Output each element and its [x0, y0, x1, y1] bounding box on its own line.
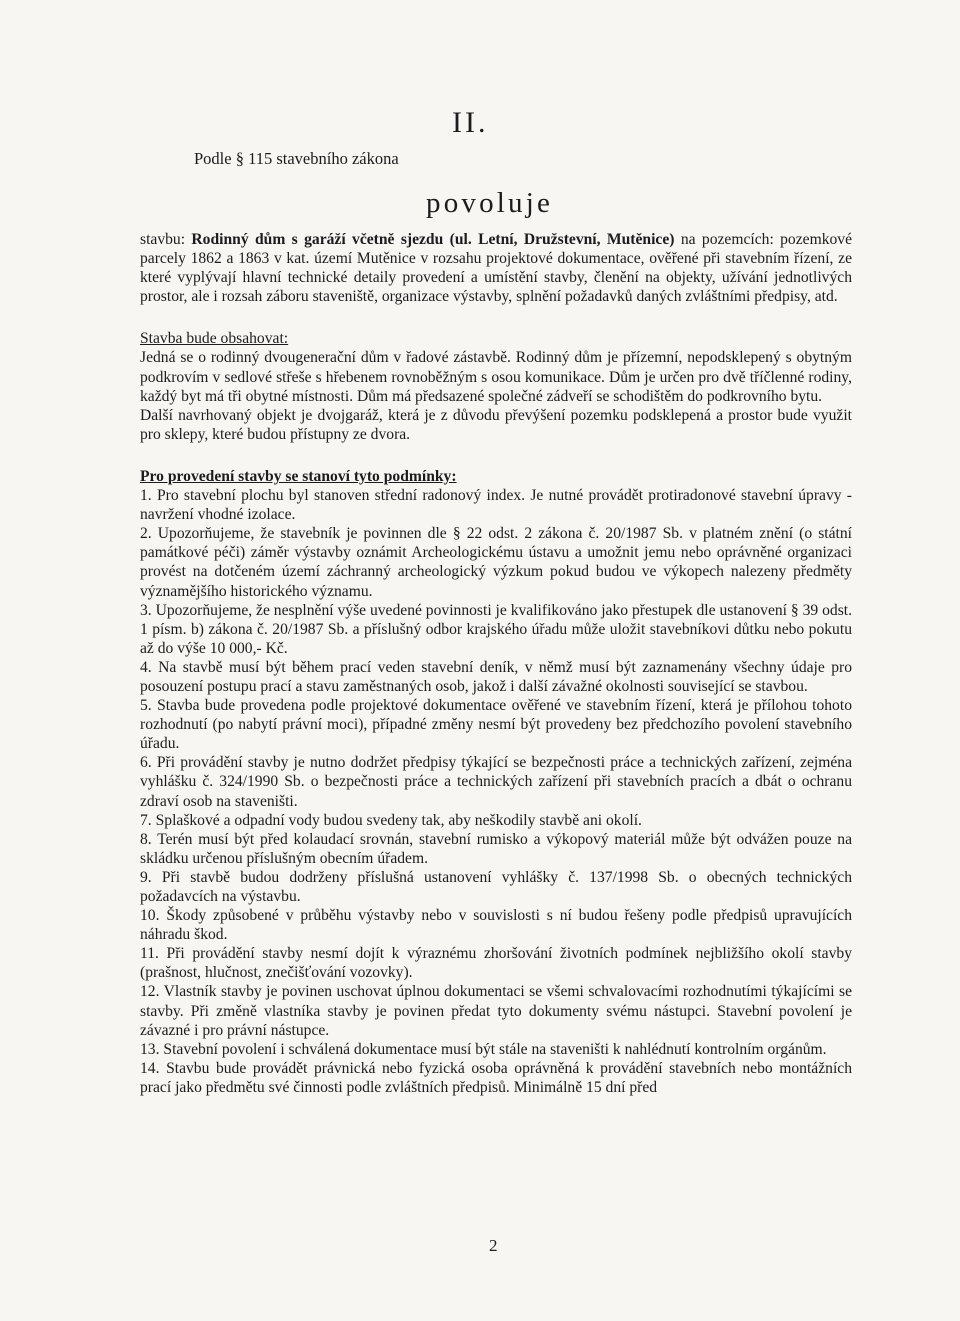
section-number: II.: [452, 106, 489, 139]
intro-rest: na pozemcích: pozemkové parcely 1862 a 1863 v kat. území Mutěnice v rozsahu projektové dokumentace, ověřené při stavebním řízení, ze které vyplývají hlavní technické detaily provedení a umístění stavby, členění na objekty, užívání jednotlivých prostor, ale i rozsah záboru staveniště, organizace výstavby, splnění požadavků daných zvláštními předpisy, atd.: [140, 231, 853, 306]
building-title: Rodinný dům s garáží včetně sjezdu (ul. Letní, Družstevní, Mutěnice): [191, 231, 675, 248]
condition-item: 7. Splaškové a odpadní vody budou svedeny tak, aby neškodily stavbě ani okolí.: [140, 811, 642, 829]
contents-paragraph: Jedná se o rodinný dvougenerační dům v řadové zástavbě. Rodinný dům je přízemní, nepodsklepený s obytným podkrovím v sedlové střeše s hřebenem rovnoběžným s osou komunikace. Dům je určen pro dvě tříčlenné rodiny, každý byt má tři obytné místnosti. Dům má předsazené společné zádveří se schodištěm do podkrovního bytu.: [140, 349, 852, 405]
page-number: 2: [489, 1236, 498, 1255]
document-body: [140, 230, 852, 1097]
intro-paragraph: [140, 230, 852, 306]
condition-item: 10. Škody způsobené v průběhu výstavby nebo v souvislosti s ní budou řešeny podle předpisů upravujících náhradu škod.: [140, 907, 852, 944]
condition-item: 12. Vlastník stavby je povinen uschovat úplnou dokumentaci se všemi schvalovacími rozhodnutími týkajícími se stavby. Při změně vlastníka stavby je povinen předat tyto dokumenty svému nástupci. Stavební povolení je závazné i pro právní nástupce.: [140, 983, 852, 1039]
condition-item: 13. Stavební povolení i schválená dokumentace musí být stále na staveništi k nahlédnutí kontrolním orgánům.: [140, 1040, 827, 1058]
condition-item: 4. Na stavbě musí být během prací veden stavební deník, v němž musí být zaznamenány všechny údaje pro posouzení postupu prací a stavu zaměstnaných osob, jakož i další závažné okolnosti související se stavbou.: [140, 658, 852, 695]
condition-item: 14. Stavbu bude provádět právnická nebo fyzická osoba oprávněná k provádění stavebních nebo montážních prací jako předmětu své činnosti podle zvláštních předpisů. Minimálně 15 dní před: [140, 1059, 852, 1096]
intro-label: stavbu:: [140, 231, 186, 248]
contents-paragraph: Další navrhovaný objekt je dvojgaráž, která je z důvodu převýšení pozemku podsklepená a prostor bude využit pro sklepy, které budou přístupny ze dvora.: [140, 406, 852, 443]
condition-item: 11. Při provádění stavby nesmí dojít k výraznému zhoršování životních podmínek nejbližšího okolí stavby (prašnost, hlučnost, znečišťování vozovky).: [140, 945, 852, 982]
condition-item: 2. Upozorňujeme, že stavebník je povinnen dle § 22 odst. 2 zákona č. 20/1987 Sb. v platném znění (o státní památkové péči) záměr výstavby oznámit Archeologickému ústavu a umožnit jemu nebo oprávněné organizaci provést na dotčeném území záchranný archeologický výzkum pokud budou ve výkopech nalezeny předměty významějšího historického významu.: [140, 525, 852, 600]
condition-item: 5. Stavba bude provedena podle projektové dokumentace ověřené ve stavebním řízení, která je přílohou tohoto rozhodnutí (po nabytí právní moci), případné změny nesmí být provedeny bez předchozího povolení stavebního úřadu.: [140, 697, 852, 753]
condition-item: 8. Terén musí být před kolaudací srovnán, stavební rumisko a výkopový materiál může být odvážen pouze na skládku určenou příslušným obecním úřadem.: [140, 830, 852, 867]
condition-item: 1. Pro stavební plochu byl stanoven střední radonový index. Je nutné provádět protiradonové stavební úpravy - navržení vhodné izolace.: [140, 487, 852, 524]
legal-basis: Podle § 115 stavebního zákona: [194, 149, 399, 168]
condition-item: 6. Při provádění stavby je nutno dodržet předpisy týkající se bezpečnosti práce a technických zařízení, zejména vyhlášku č. 324/1990 Sb. o bezpečnosti práce a technických zařízení při stavebních pracích a dbát o ochranu zdraví osob na staveništi.: [140, 754, 852, 810]
conditions-heading: Pro provedení stavby se stanoví tyto podmínky:: [140, 467, 457, 485]
decision-word: povoluje: [426, 187, 554, 219]
condition-item: 3. Upozorňujeme, že nesplnění výše uvedené povinnosti je kvalifikováno jako přestupek dle ustanovení § 39 odst. 1 písm. b) zákona č. 20/1987 Sb. a příslušný odbor krajského úřadu může uložit stavebníkovi důtku nebo pokutu až do výše 10 000,- Kč.: [140, 601, 852, 657]
condition-item: 9. Při stavbě budou dodrženy příslušná ustanovení vyhlášky č. 137/1998 Sb. o obecných technických požadavcích na výstavbu.: [140, 868, 852, 905]
contents-heading: Stavba bude obsahovat:: [140, 330, 289, 348]
